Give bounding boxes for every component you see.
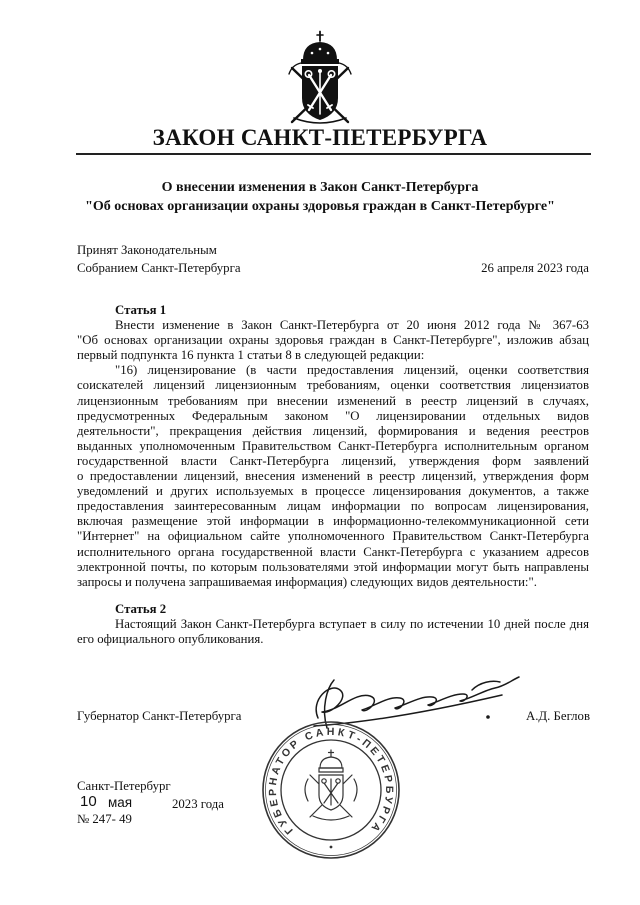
signatory-name: А.Д. Беглов bbox=[525, 709, 590, 723]
adoption-line: Принят Законодательным bbox=[77, 243, 217, 257]
paragraph-line: "Интернет" на официальном сайте уполномоченного Правительством Санкт-Петербурга bbox=[77, 529, 589, 544]
paragraph-line: предусмотренных Федеральным законом "О лицензировании отдельных видов bbox=[77, 408, 589, 423]
paragraph-line: выданных уполномоченным Правительством Санкт-Петербурга исполнительным органом bbox=[77, 438, 589, 453]
official-seal bbox=[258, 717, 404, 863]
paragraph-line: "16) лицензирование (в части предоставления лицензий, оценки соответствия bbox=[115, 363, 589, 378]
paragraph-line: его официального опубликования. bbox=[77, 632, 264, 647]
seal-text: ГУБЕРНАТОР САНКТ-ПЕТЕРБУРГА bbox=[266, 725, 396, 837]
article-2 bbox=[77, 602, 589, 647]
paragraph-line: предоставления заинтересованным лицам информации по вопросам лицензирования, bbox=[77, 499, 589, 514]
paragraph-line: электронной почты, по которым пользователями этой информации могут быть направлены bbox=[77, 559, 589, 574]
document-subtitle bbox=[0, 178, 640, 216]
seal-emblem-icon bbox=[305, 750, 357, 820]
coat-of-arms-icon bbox=[280, 30, 360, 125]
paragraph-line: запросы и получена запрашиваемая информация) следующих видов деятельности:". bbox=[77, 574, 537, 589]
paragraph-line: лицензионным требованиям при внесении изменений в реестр лицензий в случаях, bbox=[77, 393, 589, 408]
signing-day: 10 bbox=[80, 793, 97, 810]
paragraph-line: исполнительного органа государственной власти Санкт-Петербурга с указанием адресов bbox=[77, 544, 589, 559]
law-number: № 247- 49 bbox=[77, 812, 132, 826]
subtitle-line: О внесении изменения в Закон Санкт-Петербурга bbox=[161, 180, 479, 195]
adoption-note bbox=[77, 242, 241, 277]
signing-month: мая bbox=[108, 795, 133, 810]
paragraph-line: первый подпункта 16 пункта 1 статьи 8 в следующей редакции: bbox=[77, 348, 425, 363]
adoption-line: Собранием Санкт-Петербурга bbox=[77, 260, 241, 275]
quoted-amendment-paragraph bbox=[77, 363, 589, 589]
paragraph-line: государственной власти Санкт-Петербурга лицензий, утверждения форм заявлений bbox=[77, 453, 589, 468]
article-heading: Статья 1 bbox=[115, 303, 167, 317]
paragraph-line: уведомлений и других используемых в процессе лицензирования документов, а также bbox=[77, 484, 589, 499]
article-heading: Статья 2 bbox=[115, 602, 167, 616]
signing-city: Санкт-Петербург bbox=[77, 779, 171, 793]
article-paragraph bbox=[77, 617, 589, 647]
signatory-position: Губернатор Санкт-Петербурга bbox=[77, 709, 242, 723]
article-1 bbox=[77, 303, 589, 590]
paragraph-line: соискателей лицензий лицензионным требованиям, оценки соответствия лицензиатов bbox=[77, 378, 589, 393]
document-footer bbox=[77, 778, 277, 838]
signing-year: 2023 года bbox=[172, 797, 224, 811]
adoption-date: 26 апреля 2023 года bbox=[481, 260, 589, 275]
paragraph-line: Настоящий Закон Санкт-Петербурга вступает в силу по истечении 10 дней после дня bbox=[115, 617, 589, 632]
paragraph-line: "Об основах организации охраны здоровья граждан в Санкт-Петербурге", изложив абзац bbox=[77, 333, 589, 348]
document-title: ЗАКОН САНКТ-ПЕТЕРБУРГА bbox=[152, 125, 488, 150]
paragraph-line: о предоставлении лицензий, внесения изменений в реестр лицензий, утверждения форм bbox=[77, 469, 589, 484]
article-paragraph bbox=[77, 318, 589, 363]
title-divider bbox=[76, 153, 591, 155]
paragraph-line: деятельности", прекращения действия лицензий, формирования и ведения реестров bbox=[77, 423, 589, 438]
paragraph-line: включая размещение этой информации в информационно-телекоммуникационной сети bbox=[77, 514, 589, 529]
subtitle-line: "Об основах организации охраны здоровья граждан в Санкт-Петербурге" bbox=[85, 199, 555, 214]
paragraph-line: Внести изменение в Закон Санкт-Петербурга от 20 июня 2012 года № 367-63 bbox=[115, 318, 589, 333]
